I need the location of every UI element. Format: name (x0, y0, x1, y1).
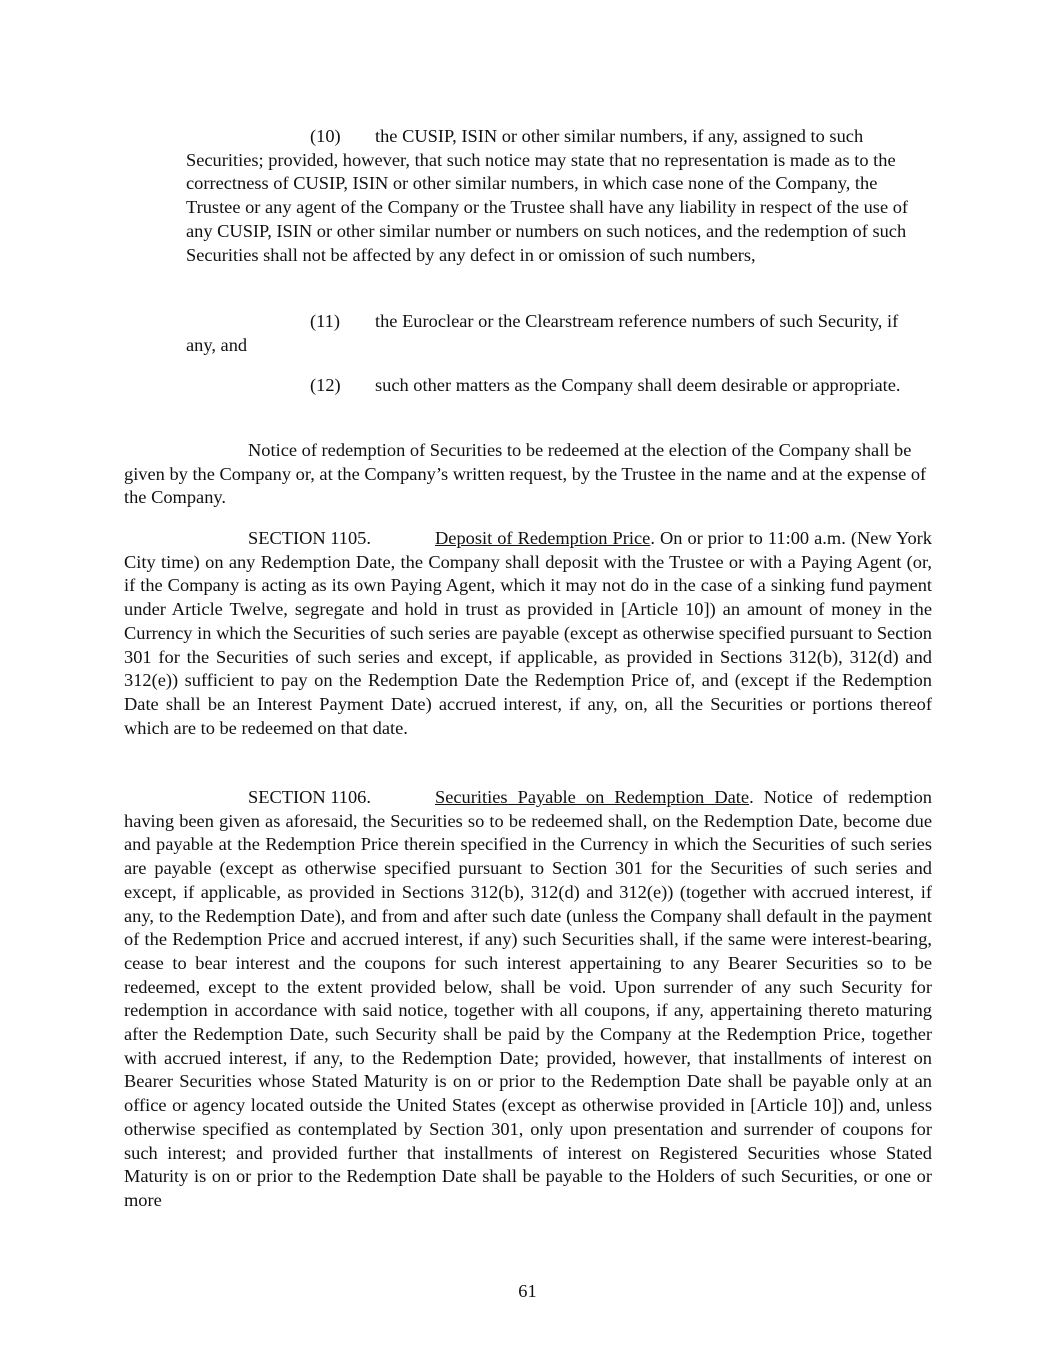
item-number: (11) (310, 311, 340, 331)
section-heading: Securities Payable on Redemption Date (435, 787, 750, 807)
section-1106 (124, 786, 932, 1213)
list-item-12 (186, 374, 932, 398)
item-text: the CUSIP, ISIN or other similar numbers, if any, assigned to such Securities; provided, however, that such notice may state that no representation is made as to the correctness of CUSIP, ISIN or other similar numbers, in which case none of the Company, the Trustee or any agent of the Company or the Trustee shall have any liability in respect of the use of any CUSIP, ISIN or other similar number or numbers on such notices, and the redemption of such Securities shall not be affected by any defect in or omission of such numbers, (186, 126, 909, 265)
item-number: (10) (310, 126, 341, 146)
list-item-11 (186, 310, 932, 357)
section-1105 (124, 527, 932, 740)
section-body: . On or prior to 11:00 a.m. (New York City time) on any Redemption Date, the Company shall deposit with the Trustee or with a Paying Agent (or, if the Company is acting as its own Paying Agent, which it may not do in the case of a sinking fund payment under Article Twelve, segregate and hold in trust as provided in [Article 10]) an amount of money in the Currency in which the Securities of such series are payable (except as otherwise specified pursuant to Section 301 for the Securities of such series and except, if applicable, as provided in Sections 312(b), 312(d) and 312(e)) sufficient to pay on the Redemption Date the Redemption Price of, and (except if the Redemption Date shall be an Interest Payment Date) accrued interest, if any, on, all the Securities or portions thereof which are to be redeemed on that date. (124, 528, 932, 738)
section-body: . Notice of redemption having been given as aforesaid, the Securities so to be redeemed shall, on the Redemption Date, become due and payable at the Redemption Price therein specified in the Currency in which the Securities of such series are payable (except as otherwise specified pursuant to Section 301 for the Securities of such series and except, if applicable, as provided in Sections 312(b), 312(d) and 312(e)) (together with accrued interest, if any, to the Redemption Date), and from and after such date (unless the Company shall default in the payment of the Redemption Price and accrued interest, if any) such Securities shall, if the same were interest-bearing, cease to bear interest and the coupons for such interest appertaining to any Bearer Securities so to be redeemed, except to the extent provided below, shall be void. Upon surrender of any such Security for redemption in accordance with said notice, together with all coupons, if any, appertaining thereto maturing after the Redemption Date, such Security shall be paid by the Company at the Redemption Price, together with accrued interest, if any, to the Redemption Date; provided, however, that installments of interest on Bearer Securities whose Stated Maturity is on or prior to the Redemption Date shall be payable only at an office or agency located outside the United States (except as otherwise provided in [Article 10]) and, unless otherwise specified as contemplated by Section 301, only upon presentation and surrender of coupons for such interest; and provided further that installments of interest on Registered Securities whose Stated Maturity is on or prior to the Redemption Date shall be payable to the Holders of such Securities, or one or more (124, 787, 932, 1210)
item-text: such other matters as the Company shall deem desirable or appropriate. (375, 375, 901, 395)
page-number: 61 (518, 1281, 537, 1301)
section-heading: Deposit of Redemption Price (435, 528, 651, 548)
list-item-10 (186, 125, 932, 267)
item-number: (12) (310, 375, 341, 395)
section-label: SECTION 1105. (248, 528, 371, 548)
section-label: SECTION 1106. (248, 787, 371, 807)
notice-paragraph (124, 439, 932, 510)
notice-text: Notice of redemption of Securities to be redeemed at the election of the Company shall be given by the Company or, at the Company’s written request, by the Trustee in the name and at the expense of the Company. (124, 440, 927, 508)
item-text: the Euroclear or the Clearstream reference numbers of such Security, if any, and (186, 311, 899, 355)
